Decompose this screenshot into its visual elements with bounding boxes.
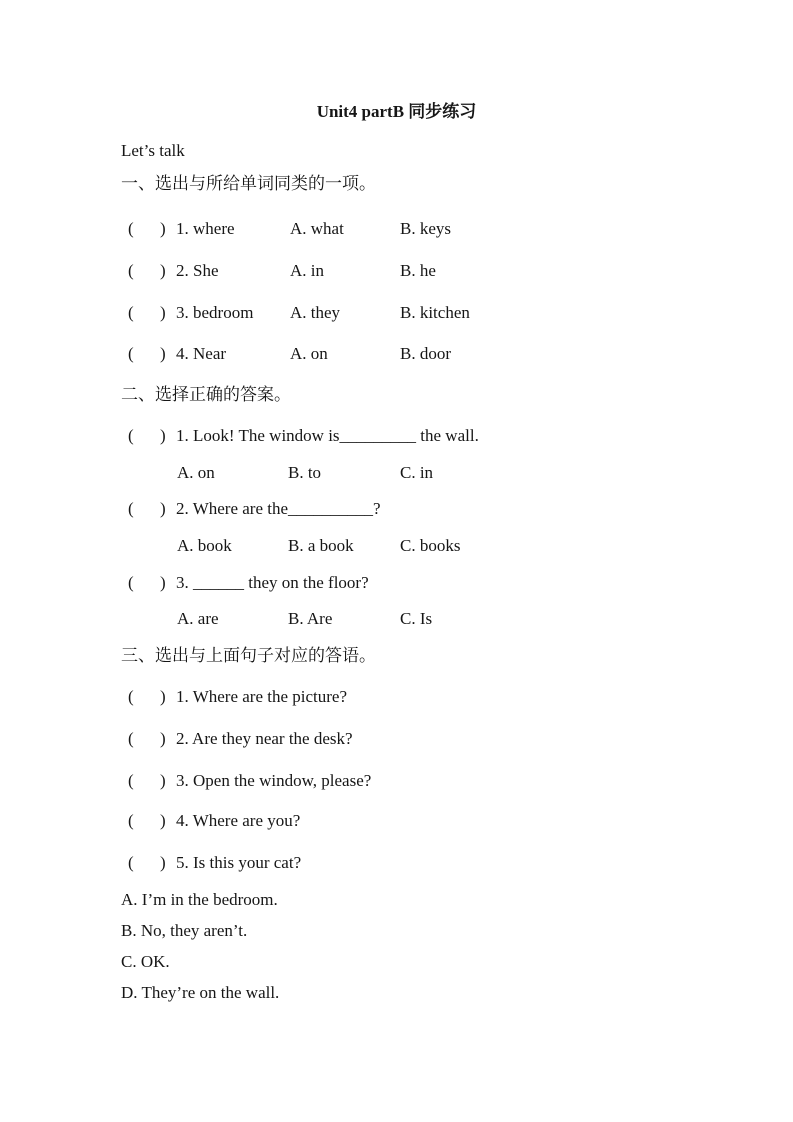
lets-talk-label: Let’s talk xyxy=(121,141,185,160)
answer-blank-paren-close: ) xyxy=(160,853,166,872)
answer-blank-paren-open: ( xyxy=(128,261,134,280)
question-row xyxy=(0,343,793,365)
option-a: A. what xyxy=(290,219,344,238)
answer-blank-paren-open: ( xyxy=(128,729,134,748)
answer-option-text: B. No, they aren’t. xyxy=(121,921,248,940)
answer-option-text: D. They’re on the wall. xyxy=(121,983,280,1002)
page-title-text: Unit4 partB 同步练习 xyxy=(316,102,477,121)
options-row xyxy=(0,462,793,484)
option-b: B. Are xyxy=(288,609,333,628)
answer-blank-paren-open: ( xyxy=(128,499,134,518)
question-text: 2. Where are the__________? xyxy=(176,499,381,518)
question-row xyxy=(0,770,793,792)
section1-heading xyxy=(0,173,793,195)
section2-heading-text: 二、选择正确的答案。 xyxy=(121,385,291,404)
section2-heading xyxy=(0,384,793,406)
question-row xyxy=(0,260,793,282)
answer-blank-paren-close: ) xyxy=(160,344,166,363)
answer-option-line xyxy=(0,920,793,942)
answer-blank-paren-open: ( xyxy=(128,426,134,445)
question-text: 3. Open the window, please? xyxy=(176,771,372,790)
question-row xyxy=(0,810,793,832)
option-a: A. they xyxy=(290,303,341,322)
question-text: 2. She xyxy=(176,261,219,280)
lets-talk-row xyxy=(0,140,793,162)
answer-blank-paren-close: ) xyxy=(160,426,166,445)
question-text: 4. Where are you? xyxy=(176,811,301,830)
option-b: B. keys xyxy=(400,219,451,238)
question-row xyxy=(0,498,793,520)
question-text: 1. where xyxy=(176,219,235,238)
options-row xyxy=(0,608,793,630)
answer-blank-paren-close: ) xyxy=(160,219,166,238)
option-b: B. to xyxy=(288,463,322,482)
question-text: 3. bedroom xyxy=(176,303,254,322)
option-c: C. in xyxy=(400,463,434,482)
answer-blank-paren-close: ) xyxy=(160,729,166,748)
option-a: A. book xyxy=(177,536,232,555)
question-row xyxy=(0,218,793,240)
answer-blank-paren-open: ( xyxy=(128,687,134,706)
question-text: 5. Is this your cat? xyxy=(176,853,302,872)
question-row xyxy=(0,425,793,447)
question-text: 1. Where are the picture? xyxy=(176,687,348,706)
options-row xyxy=(0,535,793,557)
answer-blank-paren-close: ) xyxy=(160,771,166,790)
answer-blank-paren-open: ( xyxy=(128,219,134,238)
option-b: B. a book xyxy=(288,536,354,555)
answer-blank-paren-open: ( xyxy=(128,573,134,592)
page-title xyxy=(0,101,793,123)
question-text: 1. Look! The window is_________ the wall. xyxy=(176,426,479,445)
answer-option-text: A. I’m in the bedroom. xyxy=(121,890,278,909)
answer-blank-paren-close: ) xyxy=(160,573,166,592)
question-text: 4. Near xyxy=(176,344,227,363)
section3-heading xyxy=(0,645,793,667)
answer-option-text: C. OK. xyxy=(121,952,170,971)
answer-blank-paren-close: ) xyxy=(160,811,166,830)
answer-blank-paren-close: ) xyxy=(160,687,166,706)
option-c: C. Is xyxy=(400,609,433,628)
answer-blank-paren-open: ( xyxy=(128,853,134,872)
answer-blank-paren-open: ( xyxy=(128,811,134,830)
question-text: 2. Are they near the desk? xyxy=(176,729,353,748)
option-b: B. kitchen xyxy=(400,303,470,322)
answer-blank-paren-close: ) xyxy=(160,303,166,322)
answer-option-line xyxy=(0,889,793,911)
answer-blank-paren-open: ( xyxy=(128,344,134,363)
answer-blank-paren-close: ) xyxy=(160,261,166,280)
question-row xyxy=(0,728,793,750)
question-text: 3. ______ they on the floor? xyxy=(176,573,369,592)
question-row xyxy=(0,572,793,594)
question-row xyxy=(0,302,793,324)
section1-heading-text: 一、选出与所给单词同类的一项。 xyxy=(121,174,376,193)
option-c: C. books xyxy=(400,536,461,555)
answer-blank-paren-open: ( xyxy=(128,303,134,322)
option-b: B. door xyxy=(400,344,451,363)
question-row xyxy=(0,852,793,874)
answer-option-line xyxy=(0,951,793,973)
option-b: B. he xyxy=(400,261,436,280)
answer-blank-paren-open: ( xyxy=(128,771,134,790)
question-row xyxy=(0,686,793,708)
option-a: A. in xyxy=(290,261,324,280)
option-a: A. on xyxy=(177,463,215,482)
section3-heading-text: 三、选出与上面句子对应的答语。 xyxy=(121,646,376,665)
answer-option-line xyxy=(0,982,793,1004)
answer-blank-paren-close: ) xyxy=(160,499,166,518)
option-a: A. are xyxy=(177,609,219,628)
option-a: A. on xyxy=(290,344,328,363)
